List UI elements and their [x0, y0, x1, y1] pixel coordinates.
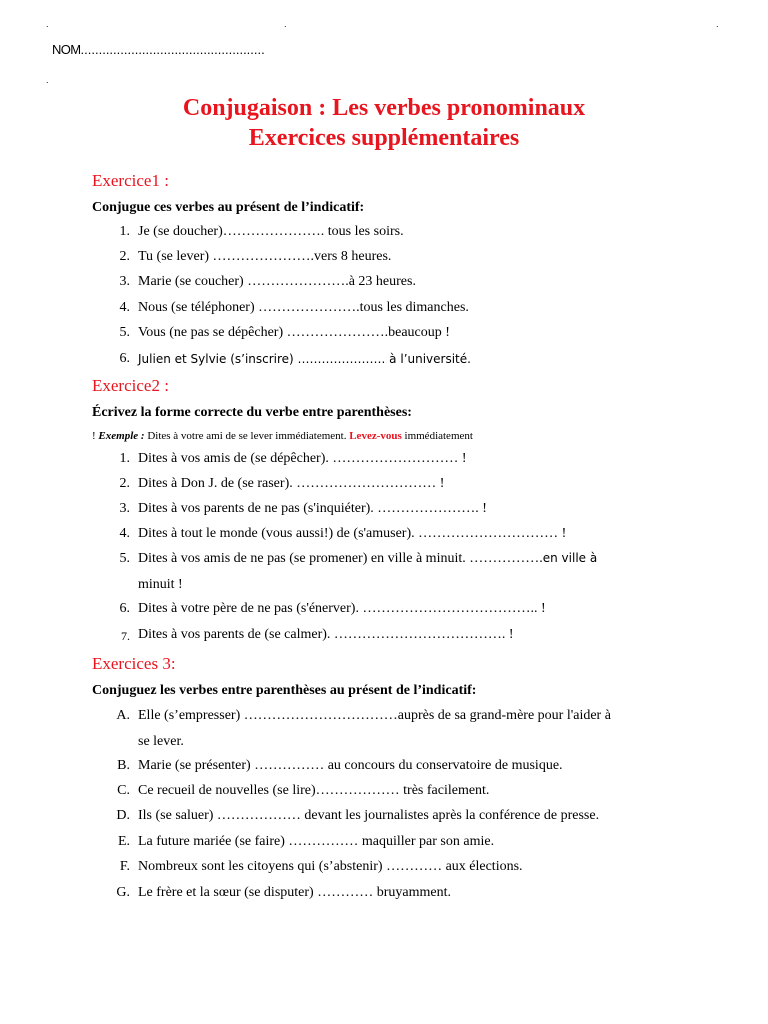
exercise3-item-continuation: se lever.	[138, 734, 184, 749]
exercise1-item-number: 1.	[119, 224, 130, 239]
exercise1-item: Julien et Sylvie (s’inscrire) …………………. à l’université.	[138, 352, 471, 366]
page-mark: .	[716, 19, 719, 29]
example-suffix: immédiatement	[401, 430, 473, 442]
page-mark: .	[46, 75, 49, 85]
exercise2-item-tail: en ville à	[542, 551, 598, 565]
page-mark: .	[284, 19, 287, 29]
exercise2-item-continuation: minuit !	[138, 577, 183, 592]
exercise3-item: La future mariée (se faire) …………… maquiller par son amie.	[138, 834, 495, 849]
exercise3-item-letter: E.	[117, 834, 130, 849]
exercise2-item: Dites à vos amis de (se dépêcher). ……………………… !	[138, 451, 467, 466]
exercise3-item-letter: A.	[116, 708, 130, 723]
exercise2-item: Dites à Don J. de (se raser). ………………………… !	[138, 476, 445, 491]
exercise2-example	[92, 430, 473, 442]
exercise2-item-number: 3.	[119, 501, 130, 516]
exercise1-item: Nous (se téléphoner) ………………….tous les dimanches.	[138, 300, 469, 315]
exercise1-item-number: 6.	[119, 351, 130, 366]
name-field	[52, 42, 265, 57]
exercise3-item: Nombreux sont les citoyens qui (s’abstenir) ………… aux élections.	[138, 859, 523, 874]
exercise2-item-number: 1.	[119, 451, 130, 466]
exercise1-item-number: 2.	[119, 249, 130, 264]
exercise1-instruction: Conjugue ces verbes au présent de l’indicatif:	[92, 200, 365, 215]
exercise2-item: Dites à vos parents de ne pas (s'inquiéter). …………………. !	[138, 501, 487, 516]
exercise2-item-number: 2.	[119, 476, 130, 491]
exercise1-item-number: 4.	[119, 300, 130, 315]
exercise3-item-letter: D.	[116, 808, 130, 823]
exercise3-item-letter: B.	[117, 758, 130, 773]
exercise1-item: Marie (se coucher) ………………….à 23 heures.	[138, 274, 416, 289]
exercise3-item-letter: G.	[116, 885, 130, 900]
exercise2-item	[138, 551, 597, 567]
name-blank: ...................................................	[80, 42, 265, 57]
exercise2-item: Dites à votre père de ne pas (s'énerver). ……………………………….. !	[138, 601, 546, 616]
exercise2-item-number: 7.	[121, 629, 130, 643]
page-mark: .	[46, 19, 49, 29]
page-subtitle: Exercices supplémentaires	[248, 125, 520, 151]
example-text: Dites à votre ami de se lever immédiatement.	[144, 430, 350, 442]
exercise2-item: Dites à vos parents de (se calmer). ………………………………. !	[138, 627, 514, 642]
exercise3-item: Marie (se présenter) …………… au concours du conservatoire de musique.	[138, 758, 563, 773]
exercise1-heading: Exercice1 :	[92, 171, 169, 190]
example-prefix: !	[92, 430, 99, 442]
exercise1-item-number: 3.	[119, 274, 130, 289]
exercise1-item-number: 5.	[119, 325, 130, 340]
exercise3-heading: Exercices 3:	[92, 654, 176, 673]
exercise3-item: Elle (s’empresser) ……………………………auprès de sa grand-mère pour l'aider à	[138, 708, 611, 723]
exercise2-instruction: Écrivez la forme correcte du verbe entre parenthèses:	[92, 405, 412, 420]
exercise3-item: Ils (se saluer) ……………… devant les journalistes après la conférence de presse.	[138, 808, 600, 823]
exercise2-heading: Exercice2 :	[92, 376, 169, 395]
exercise3-item-letter: F.	[119, 859, 130, 874]
exercise2-item-number: 6.	[119, 601, 130, 616]
name-label: NOM	[52, 42, 81, 57]
exercise1-item: Je (se doucher)…………………. tous les soirs.	[138, 224, 404, 239]
page-title: Conjugaison : Les verbes pronominaux	[182, 95, 586, 121]
example-answer: Levez-vous	[349, 430, 402, 442]
exercise3-instruction: Conjuguez les verbes entre parenthèses au présent de l’indicatif:	[92, 683, 477, 698]
exercise1-item: Tu (se lever) ………………….vers 8 heures.	[138, 249, 392, 264]
exercise3-item: Le frère et la sœur (se disputer) ………… bruyamment.	[138, 885, 451, 900]
exercise2-item-number: 5.	[119, 551, 130, 566]
exercise2-item: Dites à tout le monde (vous aussi!) de (s'amuser). ………………………… !	[138, 526, 567, 541]
exercise2-item-text: Dites à vos amis de ne pas (se promener) en ville à minuit. …………….	[138, 551, 543, 566]
exercise1-item: Vous (ne pas se dépêcher) ………………….beaucoup !	[138, 325, 450, 340]
exercise2-item-number: 4.	[119, 526, 130, 541]
exercise3-item-letter: C.	[117, 783, 130, 798]
example-label: Exemple :	[98, 430, 145, 442]
exercise3-item: Ce recueil de nouvelles (se lire)……………… très facilement.	[138, 783, 490, 798]
